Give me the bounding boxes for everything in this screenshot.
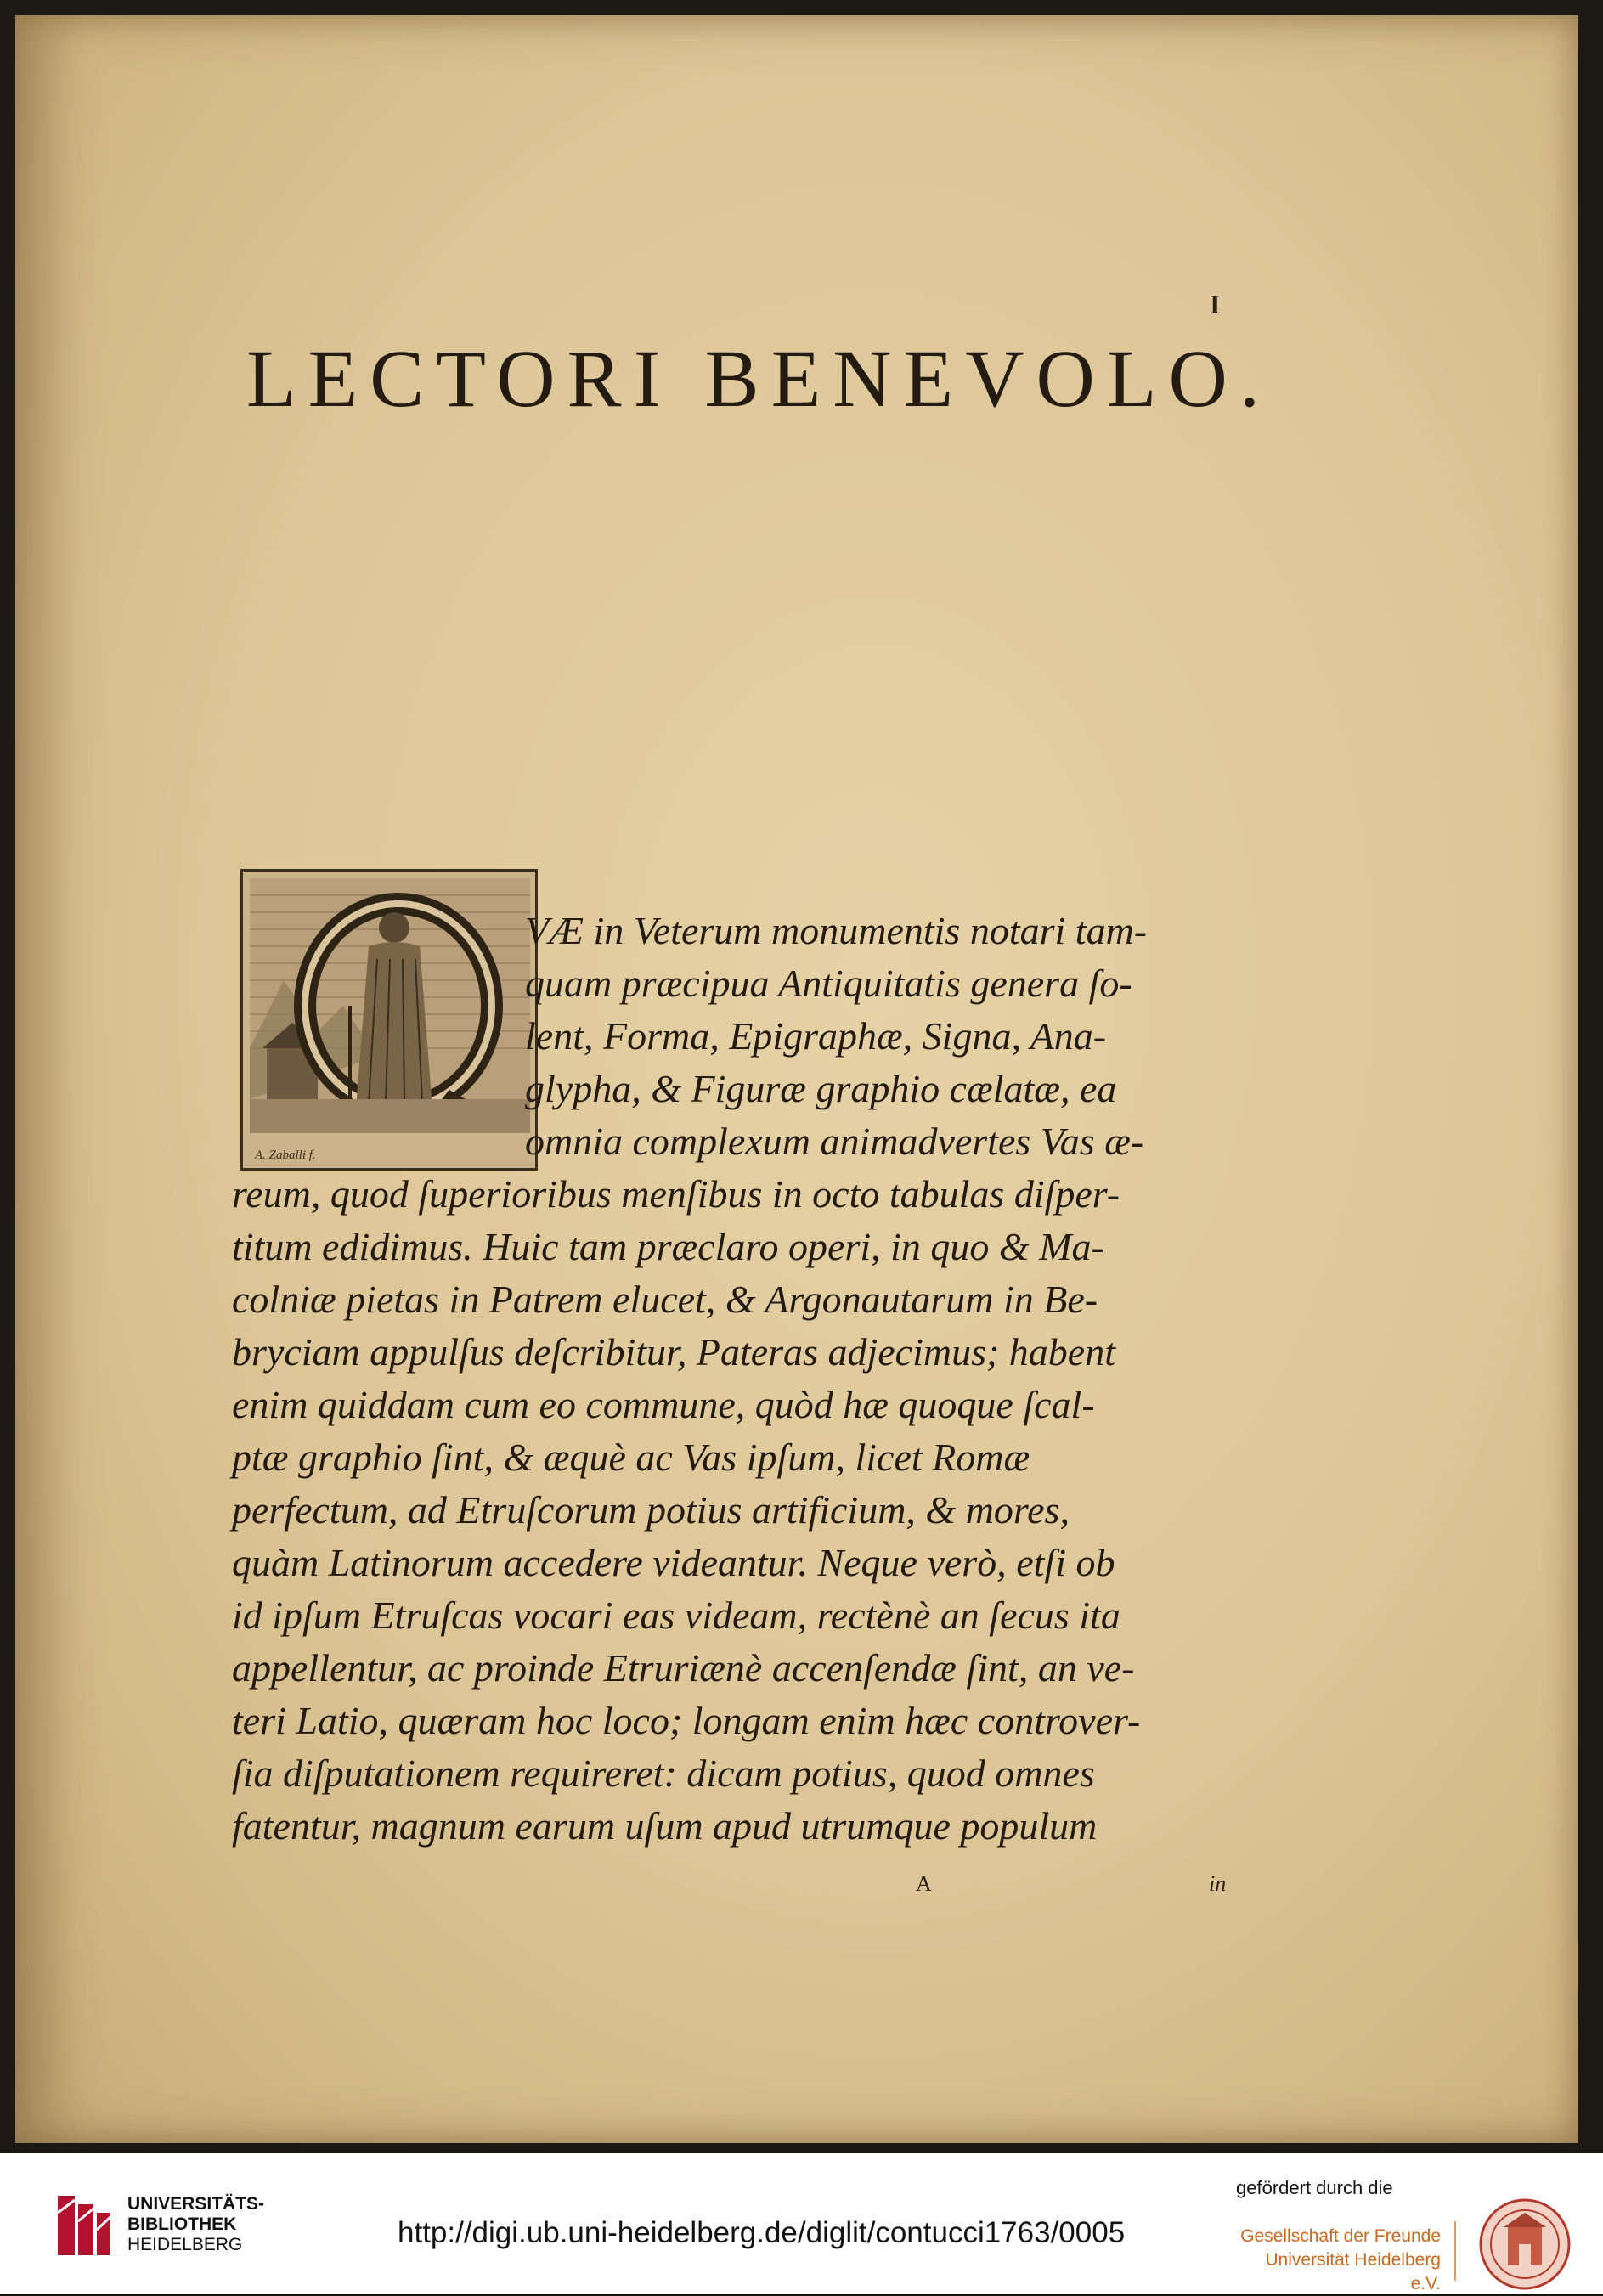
library-name-line1: UNIVERSITÄTS- [127,2194,265,2214]
initial-engraving-icon [250,878,530,1133]
society-name-line1: Gesellschaft der Freunde [1240,2226,1441,2246]
society-seal-icon[interactable] [1478,2197,1572,2291]
society-name [1239,2225,1441,2296]
text-line: ſia diſputationem requireret: dicam potius, quod omnes [232,1752,1095,1795]
text-line: quam præcipua Antiquitatis genera ſo- [525,962,1132,1005]
text-line: teri Latio, quæram hoc loco; longam enim hæc controver- [232,1699,1141,1742]
book-page [15,15,1578,2143]
page-title: LECTORI BENEVOLO. [246,333,1272,424]
engraver-signature: A. Zaballi f. [255,1148,316,1162]
decorated-initial [240,869,538,1171]
text-line: enim quiddam cum eo commune, quòd hæ quoque ſcal- [232,1383,1095,1426]
text-line: omnia complexum animadvertes Vas æ- [525,1120,1144,1163]
text-line: colniæ pietas in Patrem elucet, & Argonautarum in Be- [232,1278,1098,1321]
text-line: bryciam appulſus deſcribitur, Pateras adjecimus; habent [232,1330,1115,1374]
library-name-line3: HEIDELBERG [127,2235,243,2254]
text-line: ptæ graphio ſint, & æquè ac Vas ipſum, licet Romæ [232,1436,1030,1479]
text-line: reum, quod ſuperioribus menſibus in octo tabulas diſper- [232,1172,1120,1216]
permalink-url[interactable]: http://digi.ub.uni-heidelberg.de/diglit/contucci1763/0005 [398,2216,1126,2249]
divider [1454,2221,1456,2281]
library-name [127,2194,264,2255]
footer-bar [0,2153,1603,2294]
text-line: appellentur, ac proinde Etruriænè accenſendæ ſint, an ve- [232,1646,1135,1690]
text-line: glypha, & Figuræ graphio cælatæ, ea [525,1067,1117,1110]
signature-mark: A [916,1871,932,1896]
text-line: titum edidimus. Huic tam præclaro operi, in quo & Ma- [232,1225,1104,1268]
text-line: fatentur, magnum earum uſum apud utrumque populum [232,1804,1098,1848]
text-line: id ipſum Etruſcas vocari eas videam, rectènè an ſecus ita [232,1594,1120,1637]
library-name-line2: BIBLIOTHEK [127,2214,237,2234]
university-library-logo-icon[interactable] [49,2187,117,2264]
text-line: lent, Forma, Epigraphæ, Signa, Ana- [525,1014,1107,1058]
text-line: quàm Latinorum accedere videantur. Neque verò, etſi ob [232,1541,1115,1584]
text-line: perfectum, ad Etruſcorum potius artificium, & mores, [232,1488,1070,1532]
text-line: VÆ in Veterum monumentis notari tam- [525,909,1148,952]
catchword: in [1209,1871,1227,1896]
funded-by-label: gefördert durch die [1236,2177,1393,2198]
society-name-line2: Universität Heidelberg e.V. [1265,2250,1441,2293]
page-number: I [1210,289,1221,319]
